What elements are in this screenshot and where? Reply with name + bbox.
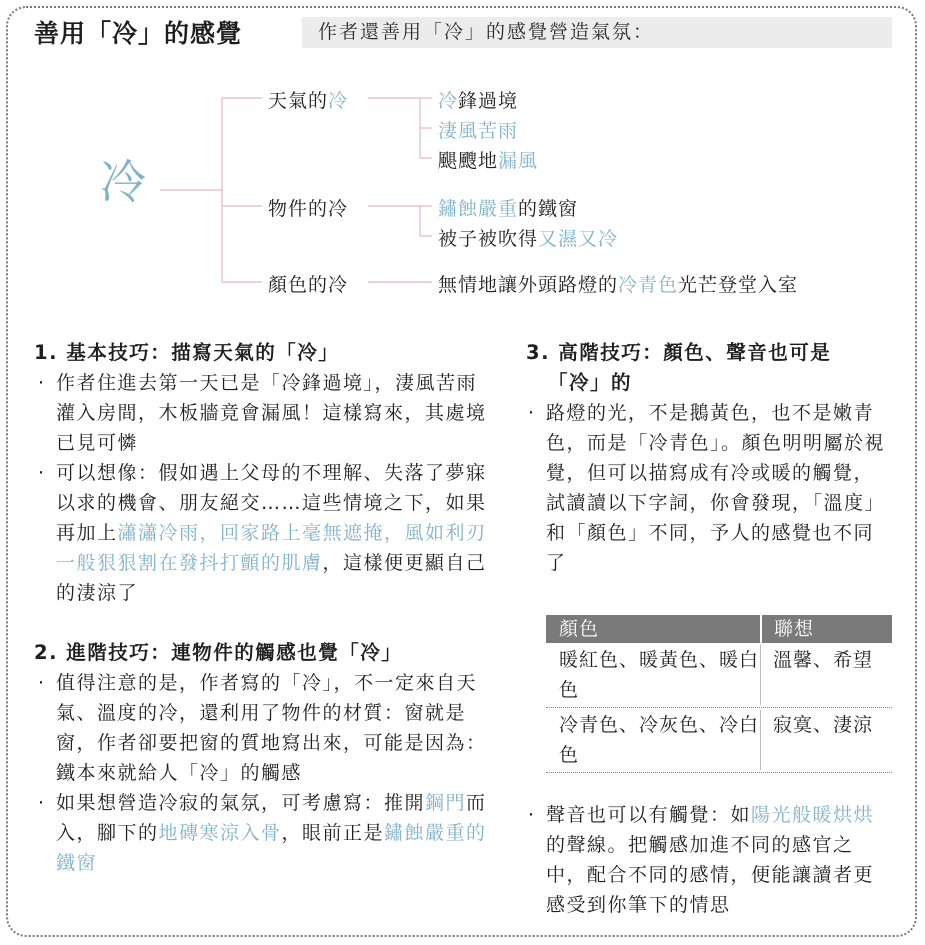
leaf-leaking-wind: 颶颼地漏風 bbox=[438, 150, 539, 172]
table-cell: 暖紅色、暖黃色、暖白色 bbox=[559, 649, 760, 701]
leaf-rusty-window: 鏽蝕嚴重的鐵窗 bbox=[438, 198, 579, 220]
left-column bbox=[34, 338, 490, 878]
leaf-wind-rain: 淒風苦雨 bbox=[438, 120, 519, 142]
table-header-color: 顏色 bbox=[559, 618, 600, 640]
table-header-association: 聯想 bbox=[760, 615, 892, 643]
section2-heading: 2. 進階技巧：連物件的觸感也覺「冷」 bbox=[34, 641, 403, 664]
color-association-table bbox=[546, 615, 892, 773]
section3-bullet-2-wrap bbox=[524, 800, 894, 920]
page-title: 善用「冷」的感覺 bbox=[34, 19, 243, 48]
section3-heading: 3. 高階技巧：顏色、聲音也可是 「冷」的 bbox=[526, 341, 832, 394]
mindmap-center: 冷 bbox=[100, 155, 146, 209]
branch-objects: 物件的冷 bbox=[268, 198, 349, 220]
right-column bbox=[524, 338, 894, 578]
table-row bbox=[546, 643, 892, 708]
section1-heading: 1. 基本技巧：描寫天氣的「冷」 bbox=[34, 341, 340, 364]
table-cell: 寂寞、淒涼 bbox=[760, 710, 892, 770]
section2-bullet-2: · 如果想營造冷寂的氣氛，可考慮寫：推開鋼門而入，腳下的地磚寒涼入骨，眼前正是鏽蝕嚴重的鐵窗 bbox=[38, 792, 487, 874]
section1-bullet-2: · 可以想像：假如遇上父母的不理解、失落了夢寐以求的機會、朋友絕交……這些情境之下，如果再加上瀟瀟冷雨，回家路上毫無遮掩，風如利刃一般狠狠割在發抖打顫的肌膚，這樣便更顯自己的淒涼了 bbox=[38, 462, 487, 604]
leaf-cold-front: 冷鋒過境 bbox=[438, 90, 519, 112]
section2-bullet-1: · 值得注意的是，作者寫的「冷」，不一定來自天氣、溫度的冷，還利用了物件的材質：窗就是窗，作者卻要把窗的質地寫出來，可能是因為：鐵本來就給人「冷」的觸感 bbox=[38, 672, 487, 784]
section3-bullet-2: · 聲音也可以有觸覺：如陽光般暖烘烘的聲線。把觸感加進不同的感官之中，配合不同的感情，便能讓讀者更感受到你筆下的情思 bbox=[528, 804, 875, 916]
section3-bullet-1: · 路燈的光，不是鵝黃色，也不是嫩青色，而是「冷青色」。顏色明明屬於視覺，但可以描寫成有冷或暖的觸覺，試讀讀以下字詞，你會發現，「溫度」和「顏色」不同，予人的感覺也不同了 bbox=[528, 402, 886, 574]
table-header bbox=[546, 615, 892, 643]
section1-bullet-1: · 作者住進去第一天已是「冷鋒過境」，淒風苦雨灌入房間，木板牆竟會漏風！這樣寫來，其處境已見可憐 bbox=[38, 372, 487, 454]
table-cell: 冷青色、冷灰色、冷白色 bbox=[559, 714, 760, 766]
branch-weather: 天氣的冷 bbox=[268, 90, 349, 112]
branch-colors: 顏色的冷 bbox=[268, 274, 349, 296]
leaf-blanket: 被子被吹得又濕又冷 bbox=[438, 228, 619, 250]
table-row bbox=[546, 708, 892, 773]
subtitle-bar: 作者還善用「冷」的感覺營造氣氛： bbox=[302, 17, 892, 48]
leaf-streetlight: 無情地讓外頭路燈的冷青色光芒登堂入室 bbox=[438, 274, 799, 296]
table-cell: 溫馨、希望 bbox=[760, 645, 892, 705]
